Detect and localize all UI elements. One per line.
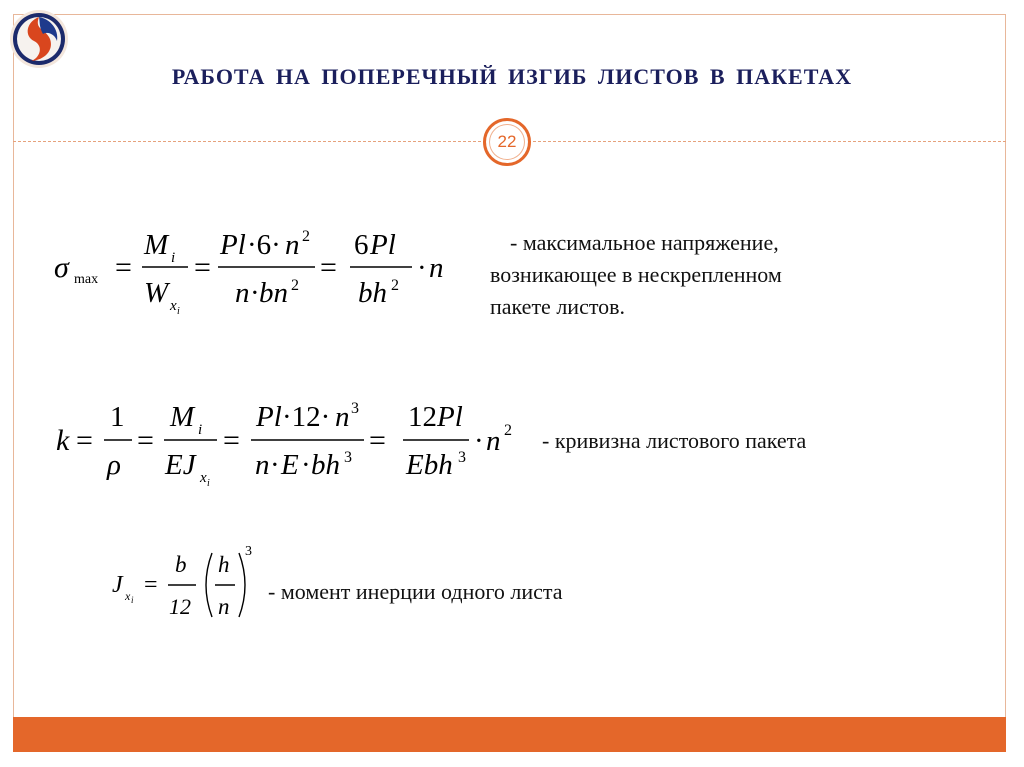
svg-text:EJ: EJ xyxy=(165,449,196,481)
svg-text:bn: bn xyxy=(259,277,288,309)
svg-text:6: 6 xyxy=(354,229,369,261)
svg-text:n: n xyxy=(235,277,250,309)
svg-text:=: = xyxy=(369,424,386,457)
svg-text:M: M xyxy=(144,229,169,261)
svg-text:·: · xyxy=(474,425,484,457)
svg-text:i: i xyxy=(198,422,203,438)
description-line: пакете листов. xyxy=(490,294,626,319)
svg-text:·: · xyxy=(417,252,427,284)
svg-text:Pl: Pl xyxy=(370,229,396,261)
svg-text:bh: bh xyxy=(358,277,387,309)
svg-text:·: · xyxy=(270,449,280,481)
svg-text:i: i xyxy=(177,306,180,317)
svg-text:Pl: Pl xyxy=(220,229,246,261)
svg-text:·: · xyxy=(250,277,260,309)
svg-text:W: W xyxy=(144,277,169,309)
svg-text:=: = xyxy=(137,424,154,457)
formula-2-description xyxy=(542,425,806,457)
svg-text:=: = xyxy=(320,251,337,284)
svg-text:b: b xyxy=(175,552,187,577)
svg-text:Ebh: Ebh xyxy=(406,449,453,481)
svg-text:Pl: Pl xyxy=(437,401,463,433)
svg-text:12: 12 xyxy=(169,594,191,619)
svg-text:1: 1 xyxy=(110,401,125,433)
svg-text:=: = xyxy=(144,572,158,598)
description-line: - максимальное напряжение, xyxy=(510,230,779,255)
svg-text:n: n xyxy=(429,252,444,284)
svg-text:M: M xyxy=(170,401,195,433)
svg-text:h: h xyxy=(218,552,230,577)
svg-text:=: = xyxy=(223,424,240,457)
svg-text:=: = xyxy=(115,251,132,284)
svg-text:=: = xyxy=(194,251,211,284)
svg-text:2: 2 xyxy=(391,277,399,294)
svg-text:ρ: ρ xyxy=(107,449,121,481)
svg-text:i: i xyxy=(131,595,134,605)
svg-text:3: 3 xyxy=(458,449,466,466)
svg-text:n: n xyxy=(285,229,300,261)
svg-text:n: n xyxy=(218,594,230,619)
svg-text:E: E xyxy=(281,449,299,481)
logo-icon xyxy=(10,10,68,68)
svg-text:x: x xyxy=(125,589,131,603)
svg-text:x: x xyxy=(170,298,177,314)
svg-text:n: n xyxy=(255,449,270,481)
formula-3-description xyxy=(268,576,563,608)
description-line: - кривизна листового пакета xyxy=(542,428,807,453)
svg-text:max: max xyxy=(74,272,99,287)
formula-curvature xyxy=(44,390,534,500)
svg-text:n: n xyxy=(486,425,501,457)
svg-text:·6·: ·6· xyxy=(247,229,281,261)
slide-title: РАБОТА НА ПОПЕРЕЧНЫЙ ИЗГИБ ЛИСТОВ В ПАКЕТАХ xyxy=(171,64,853,89)
svg-text:bh: bh xyxy=(311,449,340,481)
formula-max-stress xyxy=(40,210,460,330)
svg-text:·: · xyxy=(301,449,311,481)
description-line: возникающее в нескрепленном xyxy=(490,262,782,287)
page-number-badge: 22 xyxy=(483,118,531,166)
formula-1-description xyxy=(490,227,782,323)
description-line: - момент инерции одного листа xyxy=(268,579,563,604)
svg-text:2: 2 xyxy=(504,422,512,439)
svg-text:n: n xyxy=(335,401,350,433)
svg-text:3: 3 xyxy=(245,544,252,559)
svg-text:J: J xyxy=(112,572,123,598)
footer-bar xyxy=(13,717,1006,752)
svg-text:·12·: ·12· xyxy=(282,401,331,433)
svg-text:i: i xyxy=(171,250,176,266)
svg-text:x: x xyxy=(200,470,207,486)
svg-text:2: 2 xyxy=(291,277,299,294)
svg-text:3: 3 xyxy=(344,449,352,466)
svg-text:k: k xyxy=(56,424,70,457)
svg-text:Pl: Pl xyxy=(256,401,282,433)
formula-moment-of-inertia xyxy=(100,540,260,630)
svg-text:2: 2 xyxy=(302,228,310,245)
svg-text:12: 12 xyxy=(408,401,437,433)
svg-text:3: 3 xyxy=(351,400,359,417)
svg-text:=: = xyxy=(76,424,93,457)
svg-text:i: i xyxy=(207,478,210,489)
svg-text:σ: σ xyxy=(54,251,69,284)
